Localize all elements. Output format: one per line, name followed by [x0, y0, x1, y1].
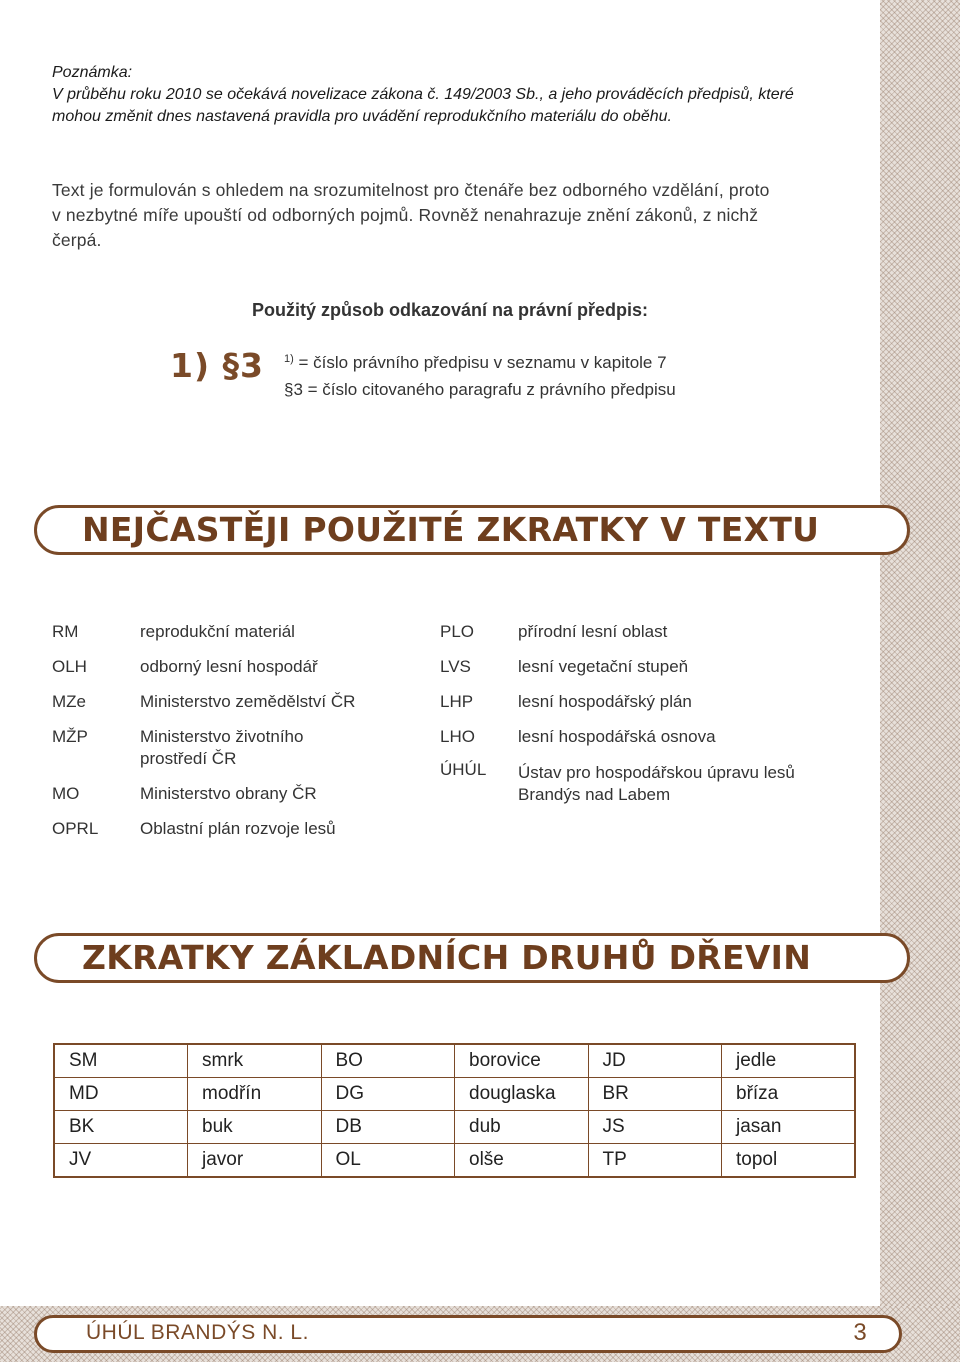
table-cell: BO	[321, 1044, 455, 1078]
list-item	[52, 620, 432, 643]
footer-publisher: ÚHÚL BRANDÝS N. L.	[86, 1321, 309, 1344]
abbreviation: OLH	[52, 657, 87, 676]
reference-text: = číslo právního předpisu v seznamu v kapitole 7	[293, 353, 667, 372]
abbreviation: MZe	[52, 692, 86, 711]
list-item	[440, 725, 860, 748]
list-item	[52, 655, 432, 678]
abbreviation-definition: odborný lesní hospodář	[140, 657, 318, 676]
reference-symbol: 1) §3	[170, 346, 264, 385]
note-line: V průběhu roku 2010 se očekává novelizace zákona č. 149/2003 Sb., a jeho prováděcích předpisů, které	[52, 86, 794, 103]
list-item	[440, 758, 860, 806]
list-item	[52, 782, 432, 805]
table-cell: buk	[188, 1111, 322, 1144]
table-cell: douglaska	[455, 1078, 589, 1111]
abbreviation-definition: Oblastní plán rozvoje lesů	[140, 819, 336, 838]
decorative-texture-strip-right	[880, 0, 960, 1362]
reference-mark: 1)	[284, 353, 294, 365]
intro-paragraph	[52, 178, 860, 253]
intro-line: Text je formulován s ohledem na srozumitelnost pro čtenáře bez odborného vzdělání, proto	[52, 180, 770, 200]
table-cell: javor	[188, 1144, 322, 1178]
list-item	[440, 620, 860, 643]
list-item	[52, 725, 432, 771]
table-cell: borovice	[455, 1044, 589, 1078]
table-cell: TP	[588, 1144, 722, 1178]
abbreviation-list-right	[440, 620, 860, 820]
table-cell: OL	[321, 1144, 455, 1178]
table-row	[54, 1044, 855, 1078]
abbreviation: LVS	[440, 657, 471, 676]
abbreviation: MO	[52, 784, 80, 803]
table-cell: smrk	[188, 1044, 322, 1078]
tree-species-table	[53, 1043, 856, 1178]
note-block	[52, 62, 852, 128]
table-cell: MD	[54, 1078, 188, 1111]
table-cell: JS	[588, 1111, 722, 1144]
abbreviation-definition: lesní hospodářský plán	[518, 692, 692, 711]
table-cell: DG	[321, 1078, 455, 1111]
note-label: Poznámka:	[52, 64, 133, 81]
table-row	[54, 1144, 855, 1178]
abbreviation: OPRL	[52, 819, 99, 838]
section-title-abbreviations: NEJČASTĚJI POUŽITÉ ZKRATKY V TEXTU	[82, 510, 820, 549]
abbreviation: LHO	[440, 727, 475, 746]
list-item	[52, 690, 432, 713]
abbreviation-definition-continued: prostředí ČR	[140, 749, 237, 768]
abbreviation-definition: Ústav pro hospodářskou úpravu lesů	[518, 763, 795, 782]
table-row	[54, 1078, 855, 1111]
abbreviation-definition: lesní vegetační stupeň	[518, 657, 689, 676]
table-cell: JD	[588, 1044, 722, 1078]
note-line: mohou změnit dnes nastavená pravidla pro uvádění reprodukčního materiálu do oběhu.	[52, 108, 672, 125]
table-cell: SM	[54, 1044, 188, 1078]
abbreviation-definition: reprodukční materiál	[140, 622, 295, 641]
intro-line: v nezbytné míře upouští od odborných pojmů. Rovněž nenahrazuje znění zákonů, z nichž	[52, 205, 759, 225]
abbreviation: RM	[52, 622, 79, 641]
table-cell: olše	[455, 1144, 589, 1178]
table-cell: BR	[588, 1078, 722, 1111]
abbreviation-definition: přírodní lesní oblast	[518, 622, 668, 641]
page-number: 3	[853, 1319, 867, 1346]
reference-explanation	[284, 346, 676, 403]
table-cell: DB	[321, 1111, 455, 1144]
table-cell: modřín	[188, 1078, 322, 1111]
list-item	[52, 817, 432, 840]
abbreviation-definition: lesní hospodářská osnova	[518, 727, 716, 746]
table-cell: dub	[455, 1111, 589, 1144]
abbreviation: LHP	[440, 692, 474, 711]
table-cell: bříza	[722, 1078, 856, 1111]
reference-text: = číslo citovaného paragrafu z právního předpisu	[302, 380, 676, 399]
table-cell: topol	[722, 1144, 856, 1178]
table-cell: jasan	[722, 1111, 856, 1144]
abbreviation: PLO	[440, 622, 475, 641]
abbreviation-definition: Ministerstvo životního	[140, 727, 304, 746]
abbreviation-definition: Ministerstvo obrany ČR	[140, 784, 317, 803]
table-cell: jedle	[722, 1044, 856, 1078]
abbreviation-definition-continued: Brandýs nad Labem	[518, 785, 671, 804]
list-item	[440, 655, 860, 678]
reference-mark: §3	[284, 380, 303, 399]
abbreviation-definition: Ministerstvo zemědělství ČR	[140, 692, 356, 711]
intro-line: čerpá.	[52, 230, 102, 250]
table-row	[54, 1111, 855, 1144]
list-item	[440, 690, 860, 713]
reference-title: Použitý způsob odkazování na právní předpis:	[251, 300, 649, 320]
abbreviation-list-left	[52, 620, 432, 860]
section-title-tree-species: ZKRATKY ZÁKLADNÍCH DRUHŮ DŘEVIN	[82, 938, 812, 977]
abbreviation: MŽP	[52, 727, 88, 746]
table-cell: BK	[54, 1111, 188, 1144]
abbreviation: ÚHÚL	[440, 760, 487, 779]
table-cell: JV	[54, 1144, 188, 1178]
